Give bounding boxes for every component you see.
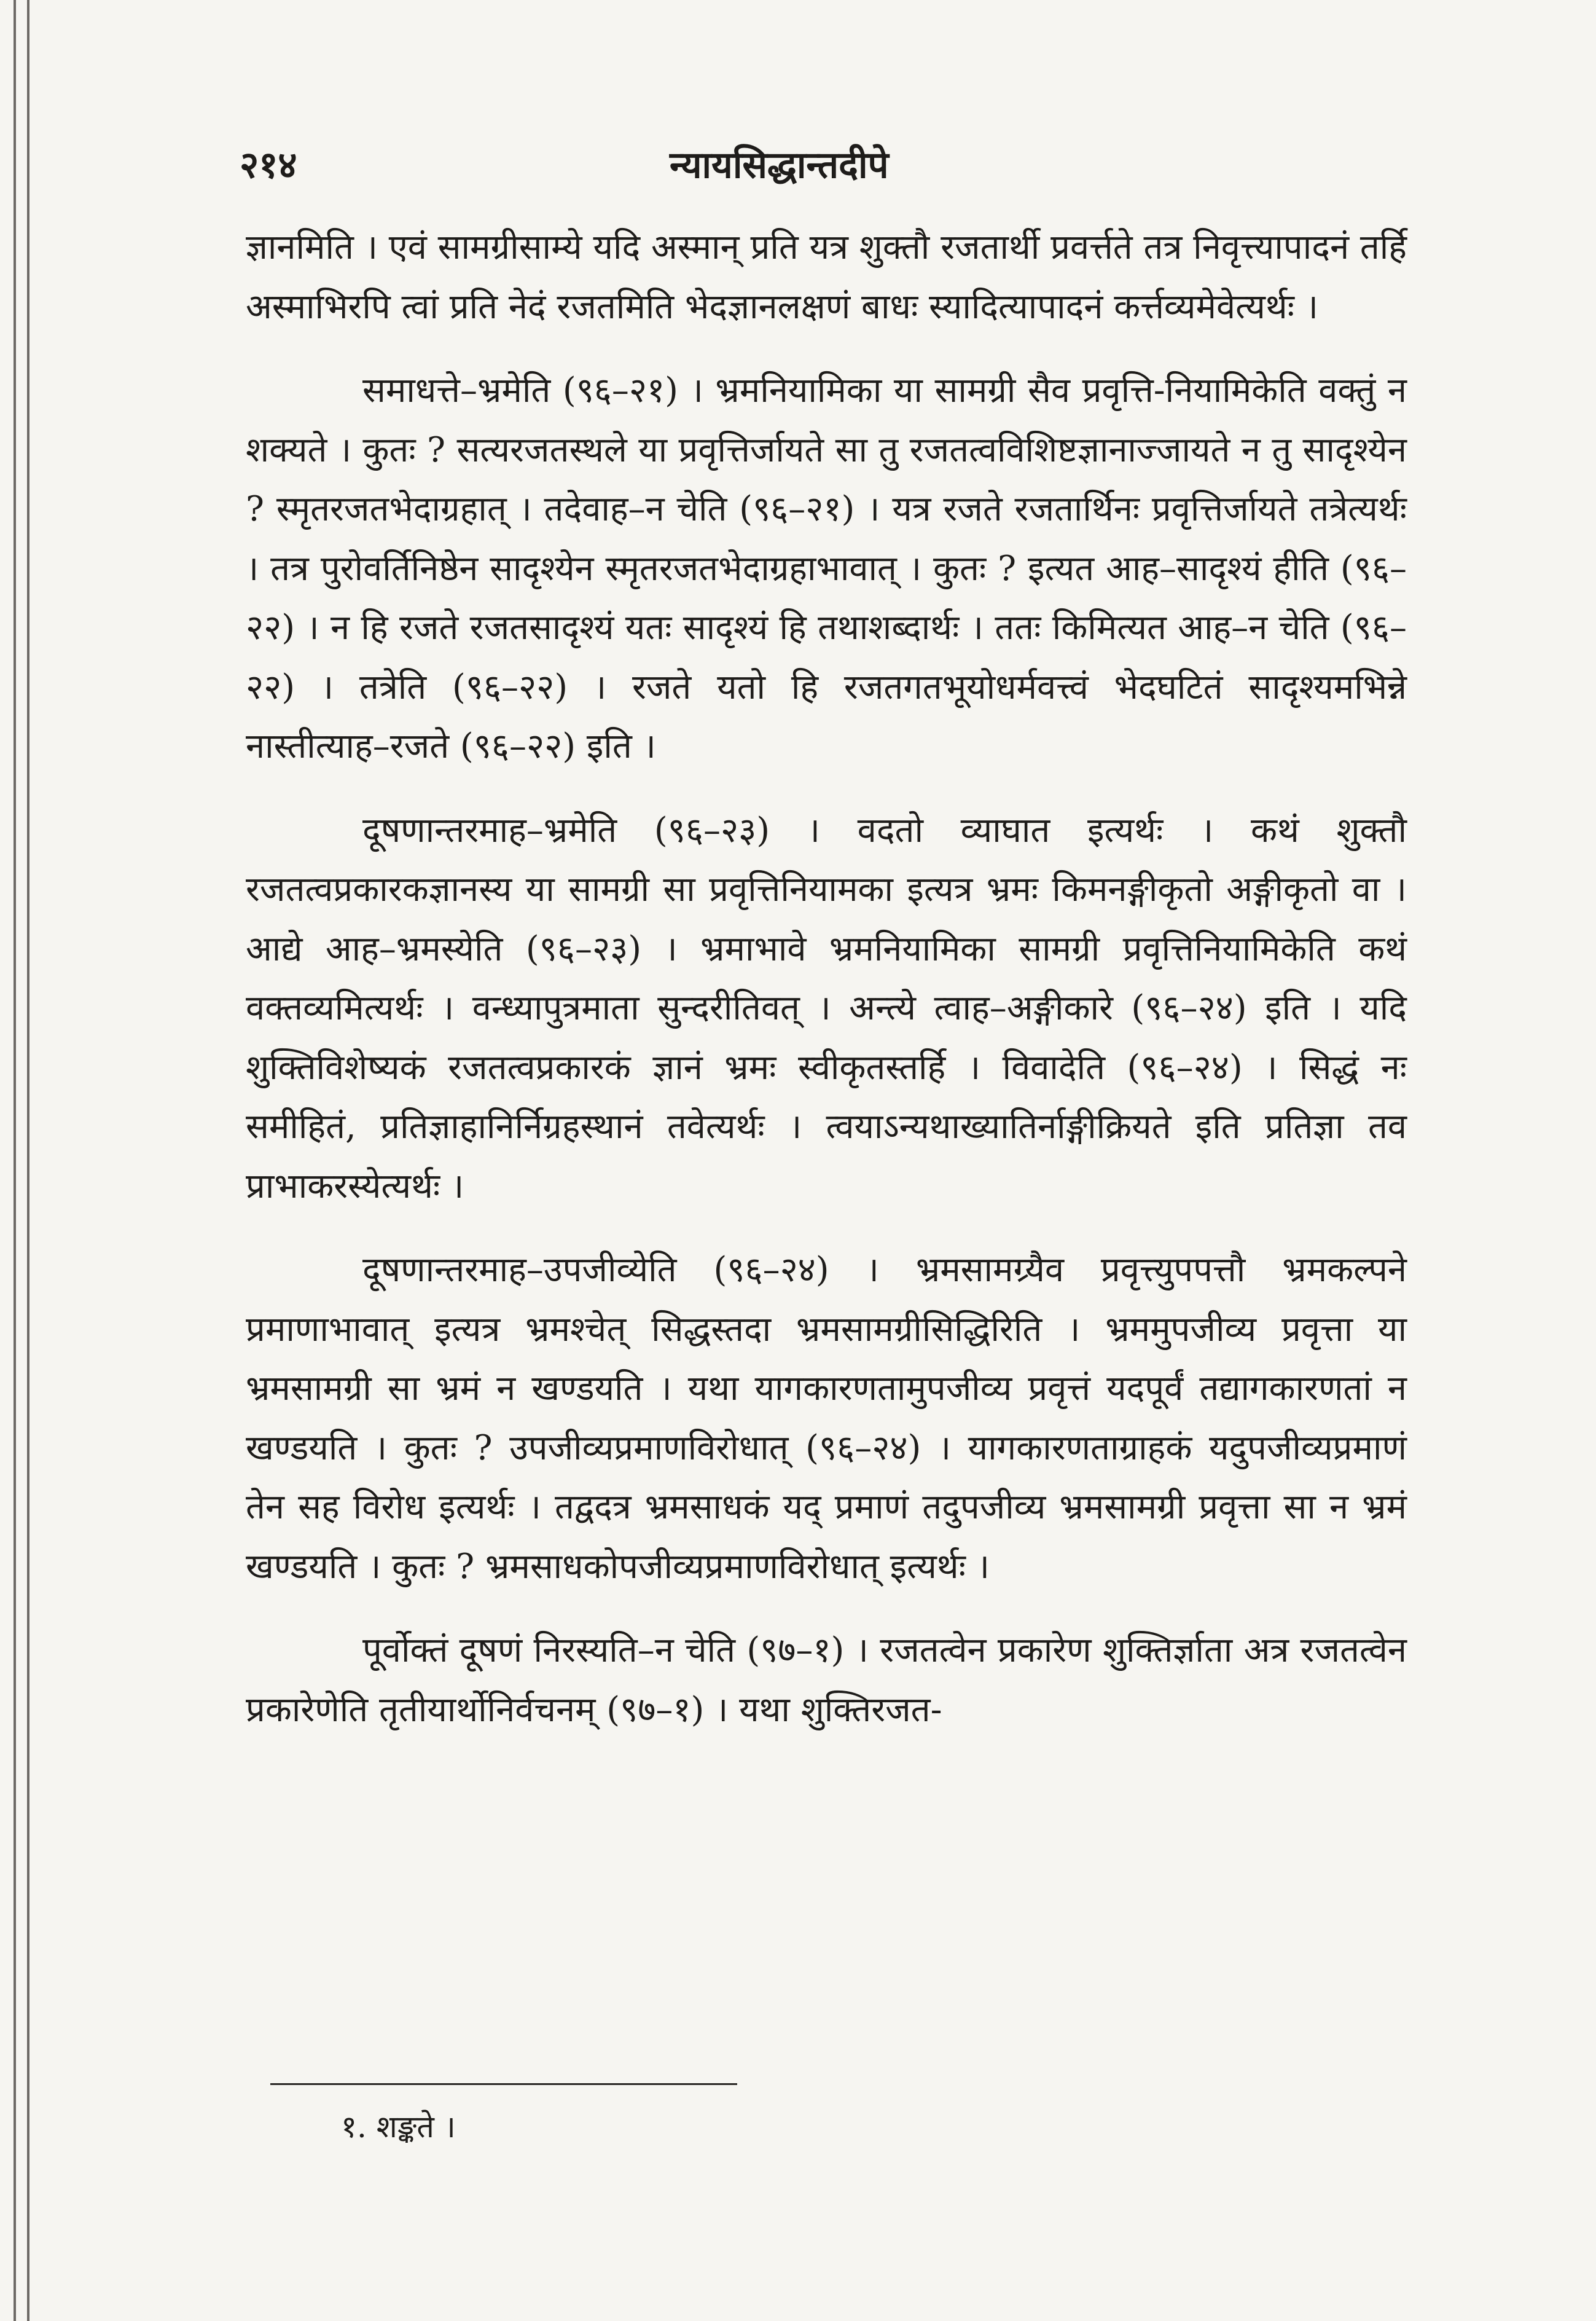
footnote: १. शङ्कते । (341, 2109, 456, 2145)
paragraph: ज्ञानमिति । एवं सामग्रीसाम्ये यदि अस्मान् प्रति यत्र शुक्तौ रजतार्थी प्रवर्त्तते तत्र निवृत्त्यापादनं तर्हि अस्माभिरपि त्वां प्रति नेदं रजतमिति भेदज्ञानलक्षणं बाधः स्यादित्यापादनं कर्त्तव्यमेवेत्यर्थः । (246, 227, 1407, 327)
page-number: २१४ (240, 144, 297, 187)
paragraph: दूषणान्तरमाह–भ्रमेति (९६–२३) । वदतो व्याघात इत्यर्थः । कथं शुक्तौ रजतत्वप्रकारकज्ञानस्य या सामग्री सा प्रवृत्तिनियामका इत्यत्र भ्रमः किमनङ्गीकृतो अङ्गीकृतो वा । आद्ये आह–भ्रमस्येति (९६–२३) । भ्रमाभावे भ्रमनियामिका सामग्री प्रवृत्तिनियामिकेति कथं वक्तव्यमित्यर्थः । वन्ध्यापुत्रमाता सुन्दरीतिवत् । अन्त्ये त्वाह–अङ्गीकारे (९६–२४) इति । यदि शुक्तिविशेष्यकं रजतत्वप्रकारकं ज्ञानं भ्रमः स्वीकृतस्तर्हि । विवादेति (९६–२४) । सिद्धं नः समीहितं, प्रतिज्ञाहानिर्निग्रहस्थानं तवेत्यर्थः । त्वयाऽन्यथाख्यातिर्नाङ्गीक्रियते इति प्रतिज्ञा तव प्राभाकरस्येत्यर्थः । (246, 810, 1407, 1206)
paragraph: समाधत्ते–भ्रमेति (९६–२१) । भ्रमनियामिका या सामग्री सैव प्रवृत्ति-नियामिकेति वक्तुं न शक्यते । कुतः ? सत्यरजतस्थले या प्रवृत्तिर्जायते सा तु रजतत्वविशिष्टज्ञानाज्जायते न तु सादृश्येन ? स्मृतरजतभेदाग्रहात् । तदेवाह–न चेति (९६–२१) । यत्र रजते रजतार्थिनः प्रवृत्तिर्जायते तत्रेत्यर्थः । तत्र पुरोवर्तिनिष्ठेन सादृश्येन स्मृतरजतभेदाग्रहाभावात् । कुतः ? इत्यत आह–सादृश्यं हीति (९६–२२) । न हि रजते रजतसादृश्यं यतः सादृश्यं हि तथाशब्दार्थः । ततः किमित्यत आह–न चेति (९६–२२) । तत्रेति (९६–२२) । रजते यतो हि रजतगतभूयोधर्मवत्त्वं भेदघटितं सादृश्यमभिन्ने नास्तीत्याह–रजते (९६–२२) इति । (246, 371, 1407, 766)
commentary-text (246, 218, 1407, 1740)
scan-edge-line (27, 0, 29, 2321)
footnote-divider (270, 2083, 737, 2085)
scan-edge-line (14, 0, 16, 2321)
running-head (240, 138, 1425, 194)
paragraph: पूर्वोक्तं दूषणं निरस्यति–न चेति (९७–१) । रजतत्वेन प्रकारेण शुक्तिर्ज्ञाता अत्र रजतत्वेन प्रकारेणेति तृतीयार्थोनिर्वचनम् (९७–१) । यथा शुक्तिरजत- (246, 1630, 1407, 1730)
paragraph: दूषणान्तरमाह–उपजीव्येति (९६–२४) । भ्रमसामग्र्यैव प्रवृत्त्युपपत्तौ भ्रमकल्पने प्रमाणाभावात् इत्यत्र भ्रमश्चेत् सिद्धस्तदा भ्रमसामग्रीसिद्धिरिति । भ्रममुपजीव्य प्रवृत्ता या भ्रमसामग्री सा भ्रमं न खण्डयति । यथा यागकारणतामुपजीव्य प्रवृत्तं यदपूर्वं तद्यागकारणतां न खण्डयति । कुतः ? उपजीव्यप्रमाणविरोधात् (९६–२४) । यागकारणताग्राहकं यदुपजीव्यप्रमाणं तेन सह विरोध इत्यर्थः । तद्वदत्र भ्रमसाधकं यद् प्रमाणं तदुपजीव्य भ्रमसामग्री प्रवृत्ता सा न भ्रमं खण्डयति । कुतः ? भ्रमसाधकोपजीव्यप्रमाणविरोधात् इत्यर्थः । (246, 1250, 1407, 1587)
header-title: न्यायसिद्धान्तदीपे (670, 144, 889, 187)
